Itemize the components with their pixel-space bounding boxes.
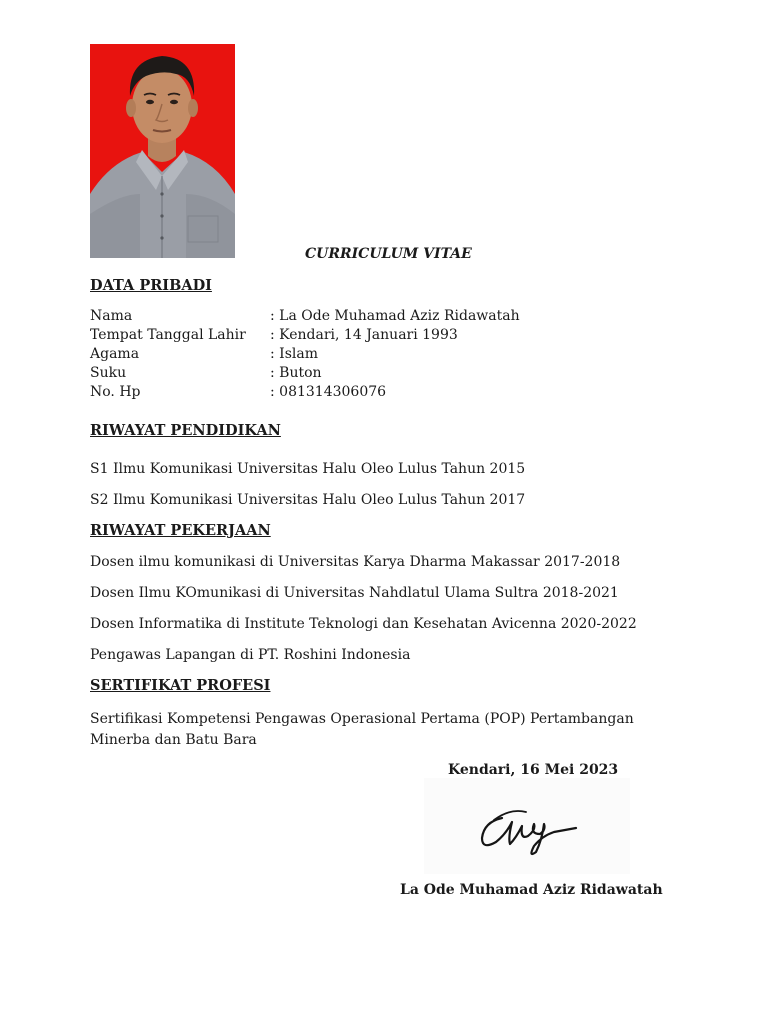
personal-field-row: [90, 326, 650, 345]
section-heading-certification: SERTIFIKAT PROFESI: [90, 677, 271, 694]
field-value: : La Ode Muhamad Aziz Ridawatah: [270, 308, 520, 324]
profile-photo-image: [90, 44, 235, 258]
field-value: : 081314306076: [270, 384, 387, 400]
section-heading-education: RIWAYAT PENDIDIKAN: [90, 422, 281, 439]
field-label: Suku: [90, 365, 127, 381]
work-item: Dosen ilmu komunikasi di Universitas Karya Dharma Makassar 2017-2018: [90, 554, 621, 570]
work-item: Dosen Informatika di Institute Teknologi dan Kesehatan Avicenna 2020-2022: [90, 616, 637, 632]
document-title: CURRICULUM VITAE: [305, 246, 472, 262]
section-heading-personal: DATA PRIBADI: [90, 277, 212, 294]
handwritten-signature: [424, 778, 630, 874]
signature-name: La Ode Muhamad Aziz Ridawatah: [400, 882, 663, 898]
personal-field-row: [90, 383, 650, 402]
education-item: S1 Ilmu Komunikasi Universitas Halu Oleo Lulus Tahun 2015: [90, 461, 526, 477]
field-label: Nama: [90, 308, 133, 324]
personal-field-row: [90, 307, 650, 326]
field-label: Tempat Tanggal Lahir: [90, 327, 246, 343]
personal-field-row: [90, 364, 650, 383]
field-value: : Buton: [270, 365, 322, 381]
signature-place-date: Kendari, 16 Mei 2023: [448, 762, 619, 778]
field-label: Agama: [90, 346, 140, 362]
section-heading-work: RIWAYAT PEKERJAAN: [90, 522, 271, 539]
signature-icon: [424, 778, 630, 874]
education-item: S2 Ilmu Komunikasi Universitas Halu Oleo Lulus Tahun 2017: [90, 492, 526, 508]
certification-text: Sertifikasi Kompetensi Pengawas Operasional Pertama (POP) Pertambangan Minerba dan Batu Bara: [90, 711, 634, 748]
field-value: : Kendari, 14 Januari 1993: [270, 327, 458, 343]
field-value: : Islam: [270, 346, 318, 362]
profile-photo: [90, 44, 235, 258]
work-item: Dosen Ilmu KOmunikasi di Universitas Nahdlatul Ulama Sultra 2018-2021: [90, 585, 619, 601]
personal-field-row: [90, 345, 650, 364]
field-label: No. Hp: [90, 384, 141, 400]
work-item: Pengawas Lapangan di PT. Roshini Indonesia: [90, 647, 411, 663]
